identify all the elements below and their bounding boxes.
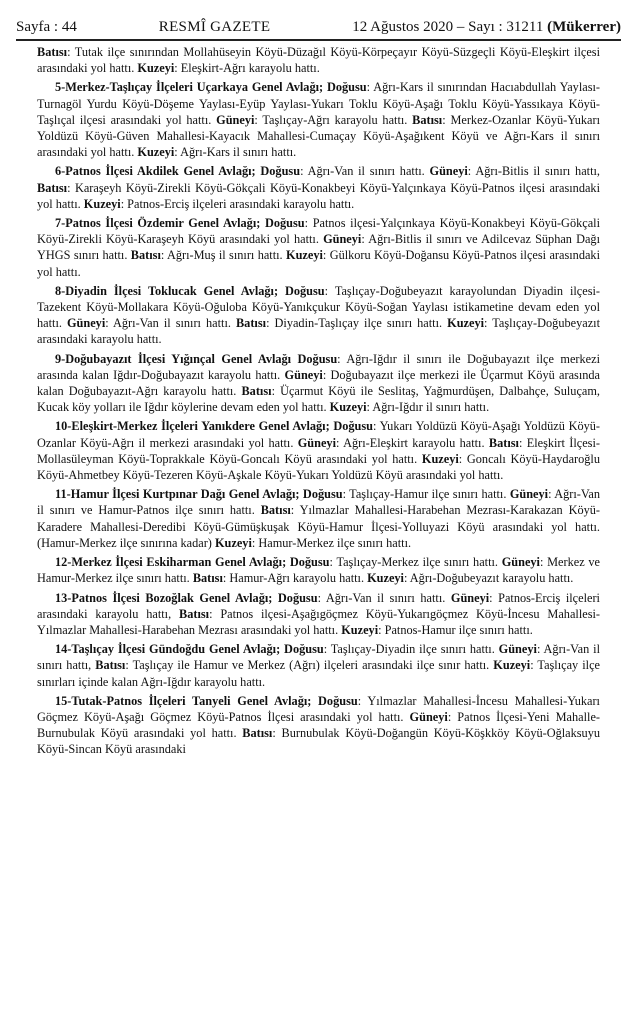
paragraph-text: : Ağrı-Doğubeyazıt karayolu hattı.	[403, 571, 574, 586]
bold-heading-text: Güneyi	[323, 232, 362, 247]
paragraph-text: : Patnos-Erciş ilçeleri arasındaki karayolu hattı,	[37, 590, 600, 621]
paragraph-text: : Ağrı-Van il sınırı ve Hamur-Patnos ilçe sınırı hattı.	[37, 487, 600, 518]
bold-heading-text: Güneyi	[284, 367, 323, 382]
paragraph-text: : Goncalı Köyü-Haydaroğlu Köyü-Ahmetbey Köyü-Tezeren Köyü-Aşkale Köyü-Yukarı Yoldüzü Köyü arasındaki yol hattı.	[37, 451, 600, 483]
bold-heading-text: Kuzeyi	[421, 451, 459, 466]
bold-heading-text: 15-Tutak-Patnos İlçeleri Tanyeli Genel Avlağı; Doğusu	[55, 693, 358, 708]
paragraph-text: : Karaşeyh Köyü-Zirekli Köyü-Gökçali Köyü-Konakbeyi Köyü-Yalçınkaya Köyü-Patnos ilçesi arasındaki yol hattı.	[37, 180, 600, 211]
bold-heading-text: Kuzeyi	[493, 658, 531, 673]
paragraph-text: : Ağrı-Kars il sınırından Hacıabdullah Yaylası-Turnagöl Yurdu Köyü-Döşeme Yaylası-Eyüp Yaylası-Yukarı Toklu Köyü-Aşağı Toklu Köyü-Yassıkaya Köyü-Taşlıçal ilçesi arasındaki yol hattı.	[37, 80, 600, 127]
bold-heading-text: Güneyi	[409, 709, 448, 724]
bold-heading-text: Batısı	[241, 384, 272, 399]
paragraph-text: : Ağrı-Van il sınırı hattı,	[37, 642, 600, 673]
paragraph	[37, 693, 600, 758]
bold-heading-text: Kuzeyi	[83, 196, 121, 211]
paragraph-text: : Eleşkirt-Ağrı karayolu hattı.	[174, 61, 320, 76]
paragraph-text: : Patnos ilçesi-Aşağıgöçmez Köyü-Yukarıgöçmez Köyü-İncesu Mahallesi-Yılmazlar Mahallesi-Harabehan Mezrası arasındaki yol hattı.	[37, 606, 600, 637]
paragraph-text: : Yılmazlar Mahallesi-Harabehan Mezrası-Karakazan Köyü-Karadere Mahallesi-Deredibi Köyü-Gümüşkuşak Köyü-Hamur İlçesi-Yolluyazi Köyü arasındaki yol hattı. (Hamur-Merkez ilçe sınırına kadar)	[37, 503, 600, 550]
paragraph	[37, 486, 600, 551]
document-body	[37, 44, 600, 761]
bold-heading-text: Kuzeyi	[329, 400, 367, 415]
bold-heading-text: Güneyi	[66, 316, 106, 331]
bold-heading-text: Batısı	[179, 606, 210, 621]
paragraph	[37, 590, 600, 639]
paragraph-text: : Patnos-Erciş ilçeleri arasındaki karayolu hattı.	[120, 196, 355, 211]
paragraph	[37, 283, 600, 348]
bold-heading-text: Batısı	[37, 45, 68, 59]
bold-heading-text: 14-Taşlıçay İlçesi Gündoğdu Genel Avlağı; Doğusu	[55, 642, 324, 657]
paragraph-text: : Ağrı-Van il sınırı hattı.	[317, 590, 451, 605]
bold-heading-text: Batısı	[95, 658, 126, 673]
paragraph-text: : Ağrı-Iğdır il sınırı hattı.	[366, 400, 490, 415]
bold-heading-text: Batısı	[488, 435, 519, 450]
issue-info	[352, 19, 621, 36]
paragraph-text: : Ağrı-Van il sınırı hattı.	[300, 164, 430, 179]
bold-heading-text: 8-Diyadin İlçesi Toklucak Genel Avlağı; Doğusu	[55, 283, 325, 298]
paragraph	[37, 215, 600, 280]
paragraph-text: : Doğubayazıt ilçe merkezi ile Üçarmut Köyü arasında kalan Doğubayazıt-Ağrı karayolu hattı.	[37, 367, 600, 399]
bold-heading-text: Kuzeyi	[367, 571, 404, 586]
bold-heading-text: Güneyi	[429, 164, 468, 179]
gazette-title: RESMÎ GAZETE	[158, 19, 271, 35]
paragraph-text: : Ağrı-Van il sınırı hattı.	[105, 316, 236, 331]
bold-heading-text: Güneyi	[501, 555, 540, 570]
bold-heading-text: Güneyi	[498, 642, 537, 657]
paragraph-text: : Merkez-Ozanlar Köyü-Yukarı Yoldüzü Köyü-Güven Mahallesi-Kayacık Mahallesi-Cumaçay Köyü-Aşağıkent Köyü ve Ağrı-Kars il sınırı arasındaki yol hattı.	[37, 112, 600, 160]
bold-heading-text: Batısı	[260, 503, 291, 518]
bold-heading-text: 7-Patnos İlçesi Özdemir Genel Avlağı; Doğusu	[55, 216, 305, 231]
bold-heading-text: Batısı	[235, 316, 267, 331]
paragraph-text: : Hamur-Ağrı karayolu hattı.	[222, 571, 368, 586]
paragraph-text: : Taşlıçay-Doğubeyazıt arasındaki karayolu hattı.	[37, 316, 600, 347]
paragraph-text: : Ağrı-Iğdır il sınırı ile Doğubayazıt ilçe merkezi arasında kalan Iğdır-Doğubayazıt karayolu hattı.	[37, 351, 600, 382]
paragraph	[37, 79, 600, 160]
paragraph-text: : Gülkoru Köyü-Doğansu Köyü-Patnos ilçesi arasındaki yol hattı.	[37, 248, 600, 279]
paragraph-text: : Taşlıçay-Merkez ilçe sınırı hattı.	[329, 555, 502, 570]
paragraph-text: : Ağrı-Bitlis il sınırı hattı,	[467, 164, 600, 179]
paragraph-text: : Taşlıçay-Doğubeyazıt karayolundan Diyadin ilçesi-Tazekent Köyü-Mollakara Köyü-Oğuloba Köyü-Yanıkçukur Köyü-Soğan Yaylası istikametine devam eden yol hattı.	[37, 283, 601, 331]
paragraph-text: : Taşlıçay ilçe sınırları içinde kalan Ağrı-Iğdır karayolu hattı.	[37, 658, 600, 689]
issue-mukerrer: (Mükerrer)	[547, 19, 621, 35]
bold-heading-text: Batısı	[412, 112, 443, 127]
paragraph-text: : Ağrı-Eleşkirt karayolu hattı.	[336, 435, 489, 450]
paragraph-text: : Taşlıçay-Diyadin ilçe sınırı hattı.	[323, 642, 499, 657]
paragraph-text: : Burnubulak Köyü-Doğangün Köyü-Köşkköy Köyü-Oğlaksuyu Köyü-Sincan Köyü arasındaki	[37, 726, 600, 757]
paragraph-text: : Patnos-Hamur ilçe sınırı hattı.	[378, 622, 533, 637]
bold-heading-text: Batısı	[192, 571, 223, 586]
paragraph	[37, 418, 600, 483]
page-header	[16, 10, 621, 41]
bold-heading-text: Kuzeyi	[286, 248, 323, 263]
paragraph-text: : Ağrı-Bitlis il sınırı ve Adilcevaz Süphan Dağı YHGS sınırı hattı.	[37, 232, 600, 263]
paragraph-text: : Yılmazlar Mahallesi-İncesu Mahallesi-Yukarı Göçmez Köyü-Aşağı Göçmez Köyü-Patnos İlçesi arasındaki yol hattı.	[37, 693, 600, 724]
paragraph-text: : Yukarı Yoldüzü Köyü-Aşağı Yoldüzü Köyü-Ozanlar Köyü-Ağrı il merkezi arasındaki yol hattı.	[37, 419, 600, 450]
bold-heading-text: Kuzeyi	[137, 145, 175, 160]
paragraph	[37, 163, 600, 212]
bold-heading-text: Güneyi	[297, 435, 337, 450]
bold-heading-text: 11-Hamur İlçesi Kurtpınar Dağı Genel Avlağı; Doğusu	[55, 487, 343, 502]
paragraph-text: : Diyadin-Taşlıçay ilçe sınırı hattı.	[266, 316, 448, 331]
paragraph-text: : Taşlıçay-Ağrı karayolu hattı.	[254, 112, 413, 127]
bold-heading-text: 5-Merkez-Taşlıçay İlçeleri Uçarkaya Genel Avlağı; Doğusu	[55, 80, 367, 95]
bold-heading-text: 10-Eleşkirt-Merkez İlçeleri Yanıkdere Genel Avlağı; Doğusu	[55, 419, 374, 434]
paragraph-text: : Ağrı-Kars il sınırı hattı.	[174, 145, 297, 160]
paragraph-text: : Merkez ve Hamur-Merkez ilçe sınırı hattı.	[37, 555, 600, 586]
bold-heading-text: Batısı	[130, 248, 161, 263]
paragraph-text: : Patnos İlçesi-Yeni Mahalle-Burnubulak Köyü arasındaki yol hattı.	[37, 709, 600, 741]
paragraph-text: : Ağrı-Muş il sınırı hattı.	[160, 248, 287, 263]
issue-date-number: 12 Ağustos 2020 – Sayı : 31211	[352, 19, 544, 35]
bold-heading-text: Güneyi	[216, 112, 255, 127]
paragraph	[37, 641, 600, 690]
paragraph	[37, 554, 600, 586]
bold-heading-text: Kuzeyi	[214, 535, 252, 550]
paragraph-text: : Hamur-Merkez ilçe sınırı hattı.	[251, 535, 412, 550]
bold-heading-text: 13-Patnos İlçesi Bozoğlak Genel Avlağı; Doğusu	[55, 590, 318, 605]
bold-heading-text: Kuzeyi	[137, 61, 175, 76]
paragraph-text: : Patnos ilçesi-Yalçınkaya Köyü-Konakbeyi Köyü-Gökçali Köyü-Zirekli Köyü-Karaşeyh Köyü arasındaki yol hattı.	[37, 216, 600, 247]
paragraph-text: : Tutak ilçe sınırından Mollahüseyin Köyü-Düzağıl Köyü-Körpeçayır Köyü-Süzgeçli Köyü-Eleşkirt ilçesi arasındaki yol hattı.	[37, 45, 600, 76]
paragraph	[37, 351, 600, 416]
bold-heading-text: Güneyi	[450, 590, 490, 605]
paragraph	[37, 44, 600, 76]
bold-heading-text: 6-Patnos İlçesi Akdilek Genel Avlağı; Doğusu	[55, 164, 301, 179]
page-number: Sayfa : 44	[16, 19, 77, 35]
bold-heading-text: Kuzeyi	[341, 622, 379, 637]
paragraph-text: : Taşlıçay ile Hamur ve Merkez (Ağrı) ilçeleri arasındaki ilçe sınır hattı.	[125, 658, 494, 673]
paragraph-text: : Eleşkirt İlçesi-Mollasüleyman Köyü-Toprakkale Köyü-Goncalı Köyü arasındaki yol hattı.	[37, 435, 600, 466]
bold-heading-text: 12-Merkez İlçesi Eskiharman Genel Avlağı; Doğusu	[55, 555, 330, 570]
paragraph-text: : Üçarmut Köyü ile Seslitaş, Yağmurdüşen, Dalbahçe, Suluçam, Kucak köy yolları ile Iğdır köylerine devam eden yol hattı.	[37, 384, 601, 415]
paragraph-text: : Taşlıçay-Hamur ilçe sınırı hattı.	[342, 487, 510, 502]
bold-heading-text: Batısı	[242, 726, 273, 741]
bold-heading-text: Güneyi	[509, 487, 549, 502]
bold-heading-text: Batısı	[37, 180, 68, 195]
bold-heading-text: Kuzeyi	[447, 316, 485, 331]
bold-heading-text: 9-Doğubayazıt İlçesi Yığınçal Genel Avlağı Doğusu	[55, 351, 338, 366]
